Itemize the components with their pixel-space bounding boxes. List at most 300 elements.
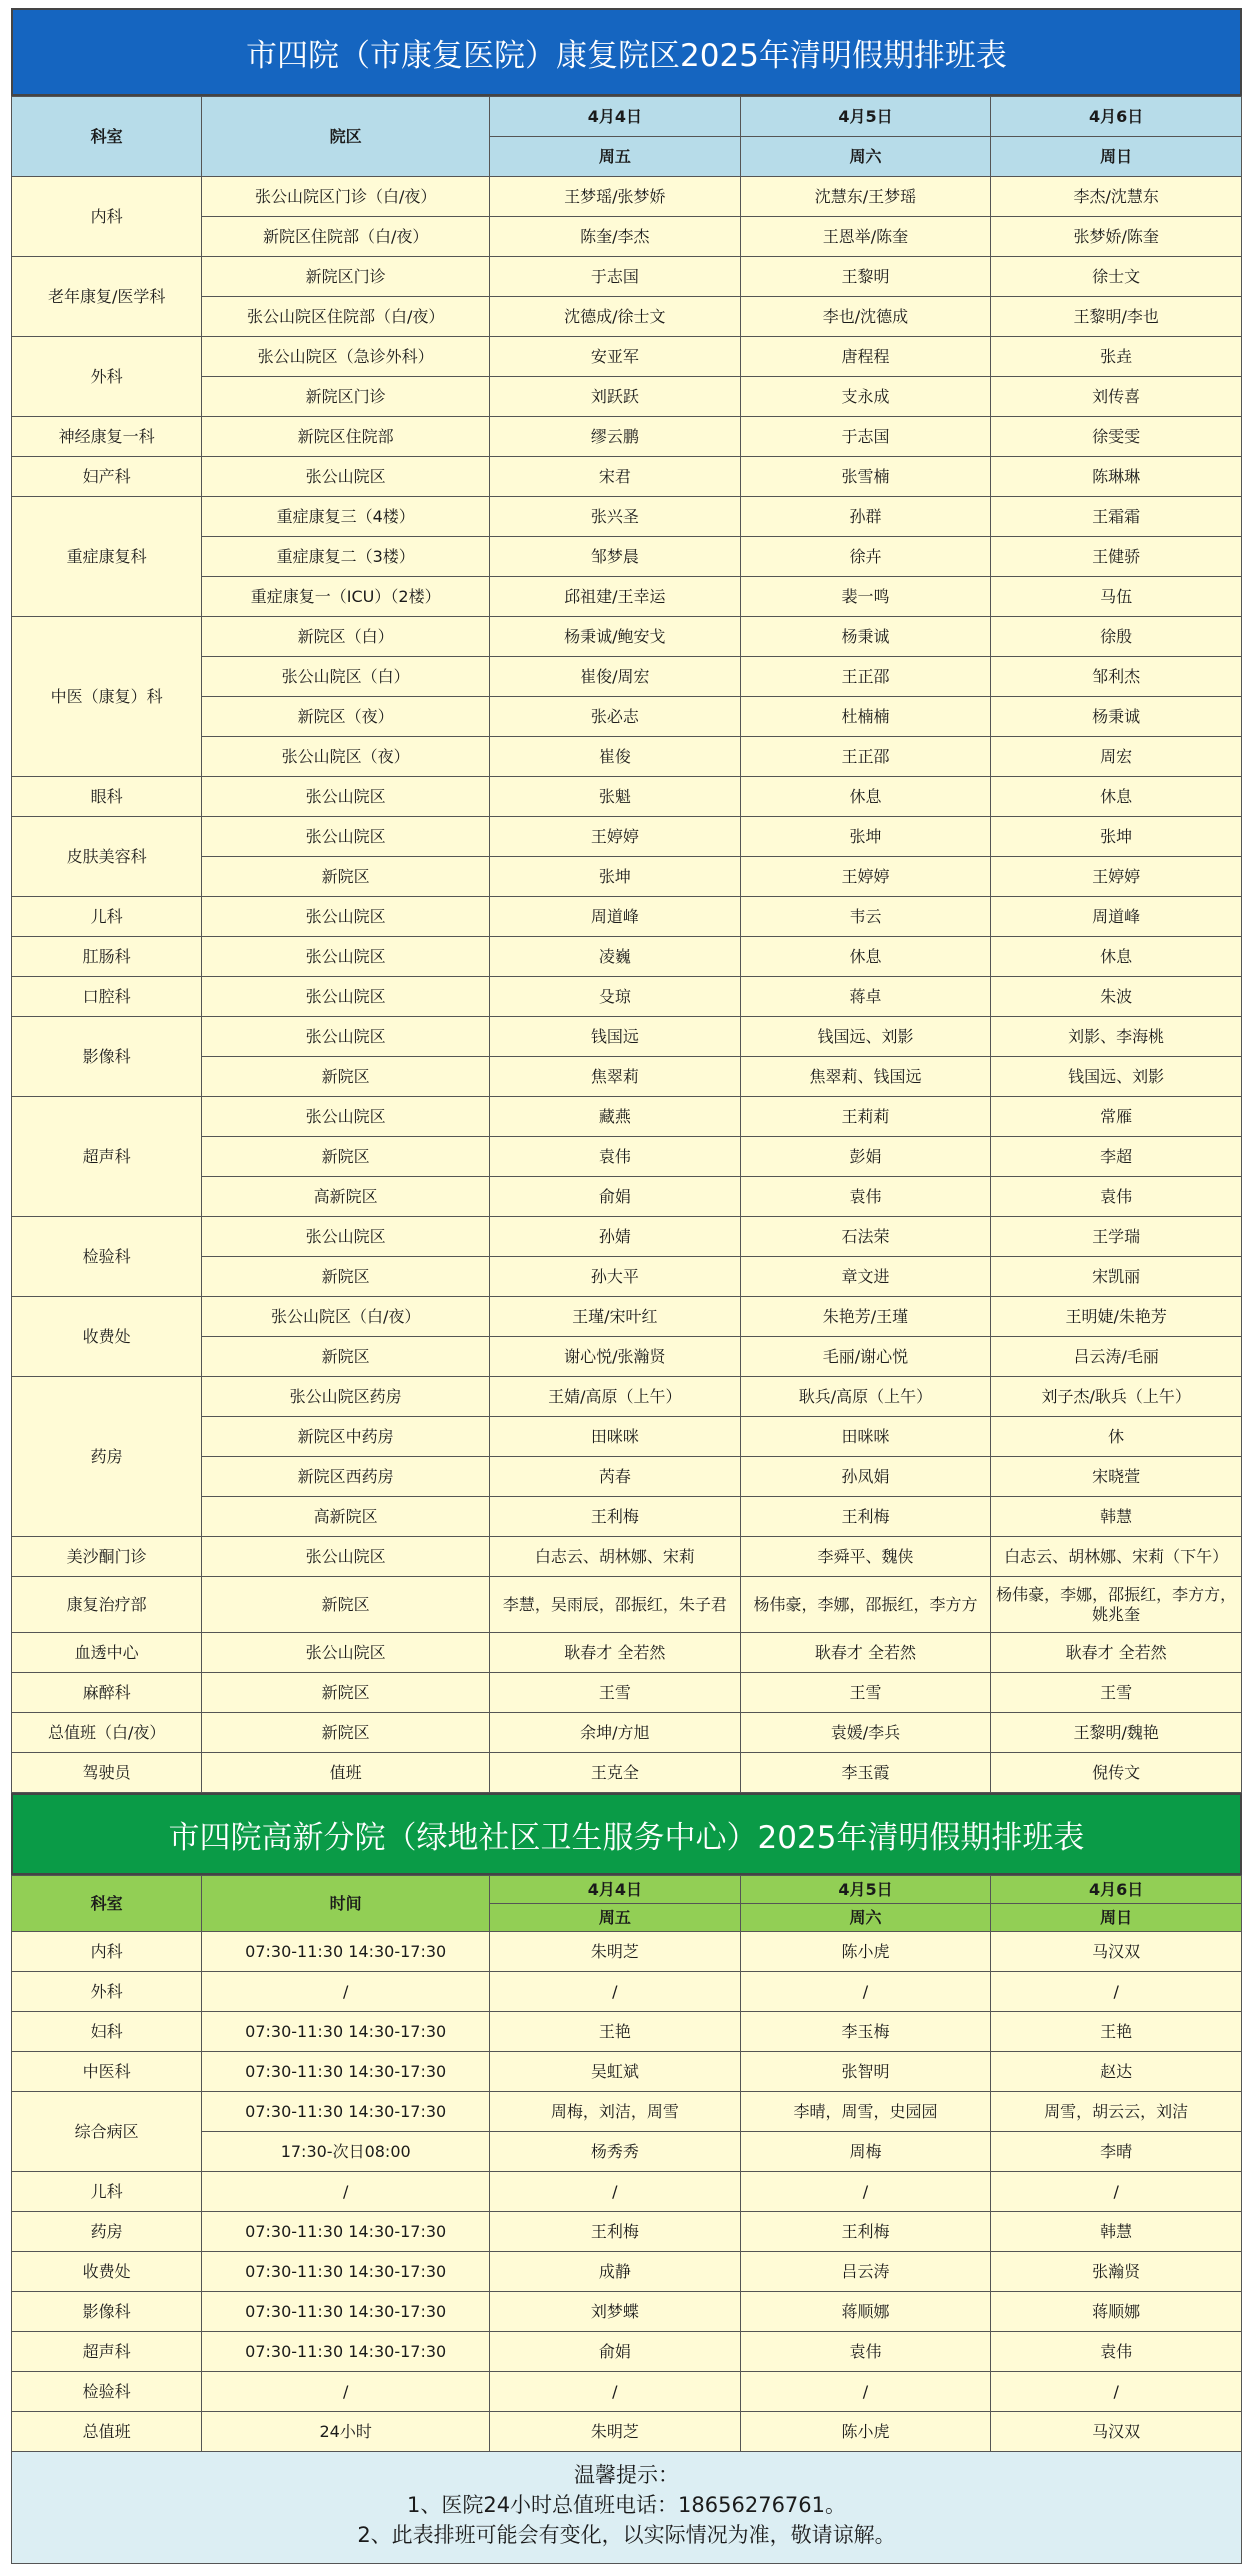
duty-cell: 常雁	[991, 1097, 1242, 1137]
duty-cell: 张梦娇/陈奎	[991, 217, 1242, 257]
duty-cell: 王明婕/朱艳芳	[991, 1297, 1242, 1337]
duty-cell: 王黎明/李也	[991, 297, 1242, 337]
table-row	[12, 1017, 1242, 1057]
duty-cell: /	[490, 2172, 741, 2212]
area-cell: 新院区	[202, 1257, 490, 1297]
duty-cell: 陈奎/李杰	[490, 217, 741, 257]
duty-cell: 袁媛/李兵	[740, 1713, 991, 1753]
duty-cell: 王黎明	[740, 257, 991, 297]
area-cell: 高新院区	[202, 1497, 490, 1537]
table-row	[12, 2212, 1242, 2252]
area-cell: 新院区中药房	[202, 1417, 490, 1457]
table-row	[12, 1217, 1242, 1257]
duty-cell: 周梅，刘洁，周雪	[490, 2092, 741, 2132]
dept-cell: 血透中心	[12, 1633, 202, 1673]
duty-cell: 王雪	[991, 1673, 1242, 1713]
time-cell: 07:30-11:30 14:30-17:30	[202, 2252, 490, 2292]
dept-cell: 外科	[12, 1972, 202, 2012]
duty-cell: /	[991, 2172, 1242, 2212]
duty-cell: 钱国远	[490, 1017, 741, 1057]
duty-cell: /	[740, 2172, 991, 2212]
area-cell: 新院区（白）	[202, 617, 490, 657]
duty-cell: 休	[991, 1417, 1242, 1457]
dept-cell: 收费处	[12, 2252, 202, 2292]
schedule-table-main	[11, 96, 1242, 1793]
duty-cell: 殳琼	[490, 977, 741, 1017]
duty-cell: 朱明芝	[490, 1932, 741, 1972]
table-row	[12, 2412, 1242, 2452]
time-cell: 07:30-11:30 14:30-17:30	[202, 2332, 490, 2372]
duty-cell: 刘跃跃	[490, 377, 741, 417]
duty-cell: 陈琳琳	[991, 457, 1242, 497]
area-cell: 重症康复二（3楼）	[202, 537, 490, 577]
duty-cell: 缪云鹏	[490, 417, 741, 457]
duty-cell: 邹利杰	[991, 657, 1242, 697]
duty-cell: 张智明	[740, 2052, 991, 2092]
area-cell: 张公山院区门诊（白/夜）	[202, 177, 490, 217]
table-row	[12, 1537, 1242, 1577]
area-cell: 新院区	[202, 1713, 490, 1753]
duty-cell: 白志云、胡林娜、宋莉（下午）	[991, 1537, 1242, 1577]
duty-cell: 俞娟	[490, 2332, 741, 2372]
dept-cell: 药房	[12, 2212, 202, 2252]
duty-cell: 王婷婷	[991, 857, 1242, 897]
duty-cell: 杨秀秀	[490, 2132, 741, 2172]
table-row	[12, 977, 1242, 1017]
area-cell: 新院区	[202, 1673, 490, 1713]
area-cell: 张公山院区住院部（白/夜）	[202, 297, 490, 337]
dept-cell: 中医科	[12, 2052, 202, 2092]
area-cell: 新院区	[202, 1577, 490, 1633]
header-date: 4月5日	[740, 1876, 991, 1904]
table-row	[12, 2332, 1242, 2372]
notice-line-2: 2、此表排班可能会有变化，以实际情况为准，敬请谅解。	[357, 2523, 896, 2547]
duty-cell: 藏燕	[490, 1097, 741, 1137]
area-cell: 新院区门诊	[202, 377, 490, 417]
duty-cell: 张垚	[991, 337, 1242, 377]
time-cell: 07:30-11:30 14:30-17:30	[202, 2052, 490, 2092]
duty-cell: 石法荣	[740, 1217, 991, 1257]
duty-cell: 王婷婷	[740, 857, 991, 897]
duty-cell: 王正邵	[740, 737, 991, 777]
dept-cell: 超声科	[12, 1097, 202, 1217]
duty-cell: 崔俊/周宏	[490, 657, 741, 697]
duty-cell: 袁伟	[740, 2332, 991, 2372]
duty-cell: 白志云、胡林娜、宋莉	[490, 1537, 741, 1577]
duty-cell: 张坤	[740, 817, 991, 857]
header-weekday: 周五	[490, 137, 741, 177]
dept-cell: 美沙酮门诊	[12, 1537, 202, 1577]
duty-cell: 李慧，吴雨辰，邵振红，朱子君	[490, 1577, 741, 1633]
duty-cell: 周宏	[991, 737, 1242, 777]
area-cell: 张公山院区	[202, 897, 490, 937]
time-cell: /	[202, 1972, 490, 2012]
dept-cell: 影像科	[12, 1017, 202, 1097]
duty-cell: /	[991, 1972, 1242, 2012]
dept-cell: 收费处	[12, 1297, 202, 1377]
notice-title: 温馨提示：	[574, 2463, 679, 2487]
table-row	[12, 817, 1242, 857]
time-cell: 07:30-11:30 14:30-17:30	[202, 1932, 490, 1972]
dept-cell: 总值班	[12, 2412, 202, 2452]
duty-cell: 休息	[740, 937, 991, 977]
duty-cell: 王健骄	[991, 537, 1242, 577]
duty-cell: 袁伟	[991, 2332, 1242, 2372]
header-weekday: 周六	[740, 1904, 991, 1932]
duty-cell: 刘影、李海桃	[991, 1017, 1242, 1057]
duty-cell: 杨秉诚/鲍安戈	[490, 617, 741, 657]
duty-cell: 钱国远、刘影	[991, 1057, 1242, 1097]
area-cell: 重症康复三（4楼）	[202, 497, 490, 537]
area-cell: 张公山院区	[202, 977, 490, 1017]
duty-cell: 于志国	[490, 257, 741, 297]
header-dept: 科室	[12, 97, 202, 177]
duty-cell: 杨秉诚	[740, 617, 991, 657]
time-cell: /	[202, 2172, 490, 2212]
duty-cell: 马伍	[991, 577, 1242, 617]
duty-cell: 王梦瑶/张梦娇	[490, 177, 741, 217]
duty-cell: 王婷婷	[490, 817, 741, 857]
dept-cell: 妇科	[12, 2012, 202, 2052]
table-row	[12, 617, 1242, 657]
duty-cell: 王恩举/陈奎	[740, 217, 991, 257]
duty-cell: 宋凯丽	[991, 1257, 1242, 1297]
duty-cell: 宋晓萱	[991, 1457, 1242, 1497]
duty-cell: 钱国远、刘影	[740, 1017, 991, 1057]
table-row	[12, 2052, 1242, 2092]
duty-cell: 王克全	[490, 1753, 741, 1793]
area-cell: 张公山院区	[202, 777, 490, 817]
duty-cell: 朱明芝	[490, 2412, 741, 2452]
duty-cell: 谢心悦/张瀚贤	[490, 1337, 741, 1377]
header-weekday: 周六	[740, 137, 991, 177]
duty-cell: /	[991, 2372, 1242, 2412]
dept-cell: 重症康复科	[12, 497, 202, 617]
dept-cell: 内科	[12, 177, 202, 257]
duty-cell: 焦翠莉、钱国远	[740, 1057, 991, 1097]
header-dept: 科室	[12, 1876, 202, 1932]
duty-cell: 蒋卓	[740, 977, 991, 1017]
duty-cell: 休息	[740, 777, 991, 817]
area-cell: 张公山院区（急诊外科）	[202, 337, 490, 377]
area-cell: 高新院区	[202, 1177, 490, 1217]
duty-cell: 周道峰	[490, 897, 741, 937]
duty-cell: 王学瑞	[991, 1217, 1242, 1257]
header-weekday: 周五	[490, 1904, 741, 1932]
table-row	[12, 497, 1242, 537]
table-row	[12, 1753, 1242, 1793]
duty-cell: 王黎明/魏艳	[991, 1713, 1242, 1753]
area-cell: 新院区住院部（白/夜）	[202, 217, 490, 257]
duty-cell: 耿兵/高原（上午）	[740, 1377, 991, 1417]
area-cell: 张公山院区	[202, 1537, 490, 1577]
dept-cell: 康复治疗部	[12, 1577, 202, 1633]
duty-cell: 杨伟豪，李娜，邵振红，李方方	[740, 1577, 991, 1633]
duty-cell: /	[740, 2372, 991, 2412]
duty-cell: 李杰/沈慧东	[991, 177, 1242, 217]
dept-cell: 检验科	[12, 2372, 202, 2412]
area-cell: 新院区	[202, 1137, 490, 1177]
table-row	[12, 257, 1242, 297]
duty-cell: 唐程程	[740, 337, 991, 377]
duty-cell: 吴虹斌	[490, 2052, 741, 2092]
area-cell: 张公山院区（白）	[202, 657, 490, 697]
table-row	[12, 177, 1242, 217]
duty-cell: 蒋顺娜	[991, 2292, 1242, 2332]
duty-cell: 吕云涛	[740, 2252, 991, 2292]
duty-cell: 王利梅	[740, 2212, 991, 2252]
table-row	[12, 1097, 1242, 1137]
table-row	[12, 1297, 1242, 1337]
duty-cell: 孙大平	[490, 1257, 741, 1297]
area-cell: 新院区门诊	[202, 257, 490, 297]
header-date: 4月4日	[490, 1876, 741, 1904]
schedule-title-branch: 市四院高新分院（绿地社区卫生服务中心）2025年清明假期排班表	[11, 1793, 1242, 1875]
duty-cell: 徐卉	[740, 537, 991, 577]
table-row	[12, 1673, 1242, 1713]
area-cell: 张公山院区	[202, 1097, 490, 1137]
dept-cell: 儿科	[12, 897, 202, 937]
dept-cell: 综合病区	[12, 2092, 202, 2172]
table-row	[12, 1577, 1242, 1633]
header-time: 时间	[202, 1876, 490, 1932]
duty-cell: 田咪咪	[490, 1417, 741, 1457]
time-cell: 24小时	[202, 2412, 490, 2452]
duty-cell: 周道峰	[991, 897, 1242, 937]
table-row	[12, 1972, 1242, 2012]
duty-cell: /	[490, 2372, 741, 2412]
duty-cell: 陈小虎	[740, 2412, 991, 2452]
header-area: 院区	[202, 97, 490, 177]
duty-cell: 张必志	[490, 697, 741, 737]
table-row	[12, 2292, 1242, 2332]
table-row	[12, 2372, 1242, 2412]
duty-cell: 周梅	[740, 2132, 991, 2172]
dept-cell: 影像科	[12, 2292, 202, 2332]
notice-box	[11, 2452, 1242, 2564]
duty-cell: 王利梅	[490, 2212, 741, 2252]
duty-cell: 王艳	[991, 2012, 1242, 2052]
schedule-title-main: 市四院（市康复医院）康复院区2025年清明假期排班表	[11, 8, 1242, 96]
area-cell: 新院区	[202, 1337, 490, 1377]
duty-cell: 王霜霜	[991, 497, 1242, 537]
table-row	[12, 1713, 1242, 1753]
duty-cell: 周雪，胡云云，刘洁	[991, 2092, 1242, 2132]
duty-cell: 韩慧	[991, 2212, 1242, 2252]
header-weekday: 周日	[991, 137, 1242, 177]
schedule-table-branch	[11, 1875, 1242, 2452]
time-cell: 07:30-11:30 14:30-17:30	[202, 2212, 490, 2252]
table-row	[12, 897, 1242, 937]
dept-cell: 妇产科	[12, 457, 202, 497]
area-cell: 张公山院区（夜）	[202, 737, 490, 777]
duty-cell: 沈德成/徐士文	[490, 297, 741, 337]
duty-cell: 芮春	[490, 1457, 741, 1497]
duty-cell: 张兴圣	[490, 497, 741, 537]
time-cell: 07:30-11:30 14:30-17:30	[202, 2292, 490, 2332]
duty-cell: 王莉莉	[740, 1097, 991, 1137]
area-cell: 张公山院区	[202, 457, 490, 497]
table-row	[12, 457, 1242, 497]
duty-cell: 杜楠楠	[740, 697, 991, 737]
table-row	[12, 2092, 1242, 2132]
duty-cell: 沈慧东/王梦瑶	[740, 177, 991, 217]
area-cell: 值班	[202, 1753, 490, 1793]
table-row	[12, 937, 1242, 977]
duty-cell: 赵达	[991, 2052, 1242, 2092]
duty-cell: 王正邵	[740, 657, 991, 697]
duty-cell: 俞娟	[490, 1177, 741, 1217]
duty-cell: 张坤	[991, 817, 1242, 857]
duty-cell: 韦云	[740, 897, 991, 937]
duty-cell: 倪传文	[991, 1753, 1242, 1793]
duty-cell: 李玉霞	[740, 1753, 991, 1793]
duty-cell: 宋君	[490, 457, 741, 497]
duty-cell: 杨伟豪，李娜，邵振红，李方方，姚兆奎	[991, 1577, 1242, 1633]
table-row	[12, 2252, 1242, 2292]
duty-cell: 张瀚贤	[991, 2252, 1242, 2292]
area-cell: 张公山院区	[202, 1633, 490, 1673]
duty-cell: /	[740, 1972, 991, 2012]
dept-cell: 中医（康复）科	[12, 617, 202, 777]
duty-cell: 袁伟	[490, 1137, 741, 1177]
duty-cell: 李舜平、魏侠	[740, 1537, 991, 1577]
duty-cell: 孙群	[740, 497, 991, 537]
duty-cell: 崔俊	[490, 737, 741, 777]
duty-cell: 徐士文	[991, 257, 1242, 297]
duty-cell: 张雪楠	[740, 457, 991, 497]
duty-cell: 凌巍	[490, 937, 741, 977]
duty-cell: 李也/沈德成	[740, 297, 991, 337]
duty-cell: 王艳	[490, 2012, 741, 2052]
dept-cell: 药房	[12, 1377, 202, 1537]
duty-cell: 焦翠莉	[490, 1057, 741, 1097]
dept-cell: 外科	[12, 337, 202, 417]
duty-cell: 邱祖建/王幸运	[490, 577, 741, 617]
duty-cell: 孙婧	[490, 1217, 741, 1257]
duty-cell: 休息	[991, 777, 1242, 817]
schedule-sheet	[11, 8, 1242, 2564]
duty-cell: 休息	[991, 937, 1242, 977]
table-row	[12, 417, 1242, 457]
area-cell: 张公山院区	[202, 937, 490, 977]
duty-cell: 徐殷	[991, 617, 1242, 657]
duty-cell: 李晴	[991, 2132, 1242, 2172]
time-cell: 07:30-11:30 14:30-17:30	[202, 2012, 490, 2052]
time-cell: 07:30-11:30 14:30-17:30	[202, 2092, 490, 2132]
area-cell: 张公山院区	[202, 1017, 490, 1057]
duty-cell: 毛丽/谢心悦	[740, 1337, 991, 1377]
duty-cell: 李晴，周雪，史园园	[740, 2092, 991, 2132]
duty-cell: /	[490, 1972, 741, 2012]
duty-cell: 王婧/高原（上午）	[490, 1377, 741, 1417]
duty-cell: 支永成	[740, 377, 991, 417]
duty-cell: 彭娟	[740, 1137, 991, 1177]
duty-cell: 朱波	[991, 977, 1242, 1017]
dept-cell: 超声科	[12, 2332, 202, 2372]
duty-cell: 刘传喜	[991, 377, 1242, 417]
area-cell: 新院区西药房	[202, 1457, 490, 1497]
table-row	[12, 2012, 1242, 2052]
duty-cell: 蒋顺娜	[740, 2292, 991, 2332]
dept-cell: 检验科	[12, 1217, 202, 1297]
duty-cell: 刘梦蝶	[490, 2292, 741, 2332]
area-cell: 张公山院区药房	[202, 1377, 490, 1417]
dept-cell: 老年康复/医学科	[12, 257, 202, 337]
duty-cell: 成静	[490, 2252, 741, 2292]
header-weekday: 周日	[991, 1904, 1242, 1932]
time-cell: 17:30-次日08:00	[202, 2132, 490, 2172]
dept-cell: 口腔科	[12, 977, 202, 1017]
duty-cell: 张魁	[490, 777, 741, 817]
table-row	[12, 2172, 1242, 2212]
notice-line-1: 1、医院24小时总值班电话：18656276761。	[406, 2493, 847, 2517]
duty-cell: 田咪咪	[740, 1417, 991, 1457]
area-cell: 新院区	[202, 857, 490, 897]
area-cell: 新院区住院部	[202, 417, 490, 457]
duty-cell: 王利梅	[740, 1497, 991, 1537]
duty-cell: 裴一鸣	[740, 577, 991, 617]
duty-cell: 刘子杰/耿兵（上午）	[991, 1377, 1242, 1417]
duty-cell: 王瑾/宋叶红	[490, 1297, 741, 1337]
dept-cell: 驾驶员	[12, 1753, 202, 1793]
dept-cell: 肛肠科	[12, 937, 202, 977]
area-cell: 张公山院区	[202, 817, 490, 857]
duty-cell: 张坤	[490, 857, 741, 897]
area-cell: 张公山院区（白/夜）	[202, 1297, 490, 1337]
dept-cell: 神经康复一科	[12, 417, 202, 457]
dept-cell: 总值班（白/夜）	[12, 1713, 202, 1753]
duty-cell: 耿春才 全若然	[490, 1633, 741, 1673]
dept-cell: 眼科	[12, 777, 202, 817]
duty-cell: 王雪	[740, 1673, 991, 1713]
duty-cell: 王雪	[490, 1673, 741, 1713]
duty-cell: 耿春才 全若然	[740, 1633, 991, 1673]
dept-cell: 麻醉科	[12, 1673, 202, 1713]
dept-cell: 皮肤美容科	[12, 817, 202, 897]
table-row	[12, 1932, 1242, 1972]
table-row	[12, 1633, 1242, 1673]
duty-cell: 李超	[991, 1137, 1242, 1177]
area-cell: 张公山院区	[202, 1217, 490, 1257]
table-row	[12, 1377, 1242, 1417]
duty-cell: 陈小虎	[740, 1932, 991, 1972]
duty-cell: 袁伟	[991, 1177, 1242, 1217]
duty-cell: 徐雯雯	[991, 417, 1242, 457]
duty-cell: 于志国	[740, 417, 991, 457]
header-date: 4月4日	[490, 97, 741, 137]
duty-cell: 袁伟	[740, 1177, 991, 1217]
duty-cell: 李玉梅	[740, 2012, 991, 2052]
area-cell: 重症康复一（ICU）（2楼）	[202, 577, 490, 617]
table-row	[12, 777, 1242, 817]
dept-cell: 内科	[12, 1932, 202, 1972]
duty-cell: 安亚军	[490, 337, 741, 377]
duty-cell: 韩慧	[991, 1497, 1242, 1537]
header-date: 4月6日	[991, 1876, 1242, 1904]
table-row	[12, 337, 1242, 377]
header-date: 4月6日	[991, 97, 1242, 137]
duty-cell: 章文进	[740, 1257, 991, 1297]
duty-cell: 马汉双	[991, 2412, 1242, 2452]
duty-cell: 余坤/方旭	[490, 1713, 741, 1753]
duty-cell: 马汉双	[991, 1932, 1242, 1972]
time-cell: /	[202, 2372, 490, 2412]
duty-cell: 邹梦晨	[490, 537, 741, 577]
header-date: 4月5日	[740, 97, 991, 137]
duty-cell: 吕云涛/毛丽	[991, 1337, 1242, 1377]
duty-cell: 孙凤娟	[740, 1457, 991, 1497]
